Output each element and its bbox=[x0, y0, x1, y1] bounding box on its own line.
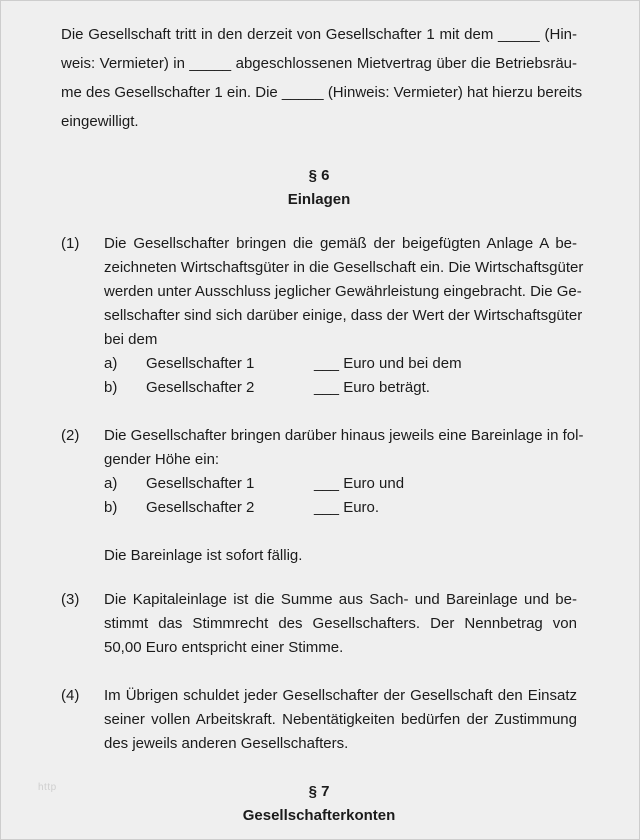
item-body bbox=[104, 684, 577, 756]
section-title: Gesellschafterkonten bbox=[242, 807, 396, 824]
section-title: Einlagen bbox=[287, 191, 351, 208]
item-body bbox=[104, 588, 577, 660]
paragraph-line: Die Kapitaleinlage ist die Summe aus Sach- und Bareinlage und be- bbox=[104, 591, 577, 608]
paragraph-line: me des Gesellschafter 1 ein. Die _____ (Hinweis: Vermieter) hat hierzu bereits bbox=[61, 84, 583, 101]
section-number: § 7 bbox=[308, 783, 330, 800]
sub-item-value: ___ Euro. bbox=[314, 499, 380, 516]
item-body bbox=[104, 232, 584, 352]
paragraph-line: weis: Vermieter) in _____ abgeschlossenen Mietvertrag über die Betriebsräu- bbox=[61, 55, 577, 72]
paragraph-line: Die Gesellschaft tritt in den derzeit von Gesellschafter 1 mit dem _____ (Hin- bbox=[61, 26, 577, 43]
numbered-item-2 bbox=[61, 424, 584, 472]
paragraph-line: Die Gesellschafter bringen darüber hinaus jeweils eine Bareinlage in fol- bbox=[104, 427, 584, 444]
paragraph-line: gender Höhe ein: bbox=[104, 451, 220, 468]
paragraph-line: Im Übrigen schuldet jeder Gesellschafter der Gesellschaft den Einsatz bbox=[104, 687, 577, 704]
sub-item-label: Gesellschafter 1 bbox=[146, 475, 255, 492]
item-body bbox=[104, 424, 584, 472]
item-marker: (2) bbox=[61, 427, 80, 444]
paragraph-line: werden unter Ausschluss jeglicher Gewährleistung eingebracht. Die Ge- bbox=[104, 283, 582, 300]
item-marker: (1) bbox=[61, 235, 80, 252]
paragraph-line: zeichneten Wirtschaftsgüter in die Gesellschaft ein. Die Wirtschaftsgüter bbox=[104, 259, 584, 276]
section-7-heading bbox=[61, 780, 577, 828]
numbered-item-4 bbox=[61, 684, 577, 756]
item-2-note: Die Bareinlage ist sofort fällig. bbox=[104, 547, 303, 564]
section-number: § 6 bbox=[308, 167, 330, 184]
item-1-subrows bbox=[104, 352, 577, 400]
sub-item-label: Gesellschafter 2 bbox=[146, 499, 255, 516]
sub-row bbox=[104, 472, 577, 496]
sub-row bbox=[104, 496, 577, 520]
item-marker: (4) bbox=[61, 687, 80, 704]
sub-item-label: Gesellschafter 2 bbox=[146, 379, 255, 396]
sub-item-value: ___ Euro und bei dem bbox=[314, 355, 462, 372]
document-content bbox=[1, 20, 639, 828]
paragraph-line: bei dem bbox=[104, 331, 158, 348]
watermark-text: http bbox=[38, 782, 57, 793]
paragraph-line: sellschafter sind sich darüber einige, dass der Wert der Wirtschaftsgüter bbox=[104, 307, 583, 324]
sub-item-letter: a) bbox=[104, 355, 118, 372]
sub-item-letter: a) bbox=[104, 475, 118, 492]
sub-item-letter: b) bbox=[104, 499, 118, 516]
intro-paragraph bbox=[61, 20, 583, 136]
paragraph-line: eingewilligt. bbox=[61, 113, 139, 130]
section-6-heading bbox=[61, 164, 577, 212]
paragraph-line: stimmt das Stimmrecht des Gesellschafters. Der Nennbetrag von bbox=[104, 615, 577, 632]
numbered-item-3 bbox=[61, 588, 577, 660]
item-marker: (3) bbox=[61, 591, 80, 608]
paragraph-line: des jeweils anderen Gesellschafters. bbox=[104, 735, 349, 752]
sub-row bbox=[104, 376, 577, 400]
numbered-item-1 bbox=[61, 232, 584, 352]
sub-item-value: ___ Euro beträgt. bbox=[314, 379, 430, 396]
sub-item-label: Gesellschafter 1 bbox=[146, 355, 255, 372]
item-2-subrows bbox=[104, 472, 577, 520]
sub-row bbox=[104, 352, 577, 376]
paragraph-line: seiner vollen Arbeitskraft. Nebentätigkeiten bedürfen der Zustimmung bbox=[104, 711, 577, 728]
paragraph-line: Die Gesellschafter bringen die gemäß der beigefügten Anlage A be- bbox=[104, 235, 577, 252]
paragraph-line: 50,00 Euro entspricht einer Stimme. bbox=[104, 639, 344, 656]
sub-item-letter: b) bbox=[104, 379, 118, 396]
sub-item-value: ___ Euro und bbox=[314, 475, 405, 492]
